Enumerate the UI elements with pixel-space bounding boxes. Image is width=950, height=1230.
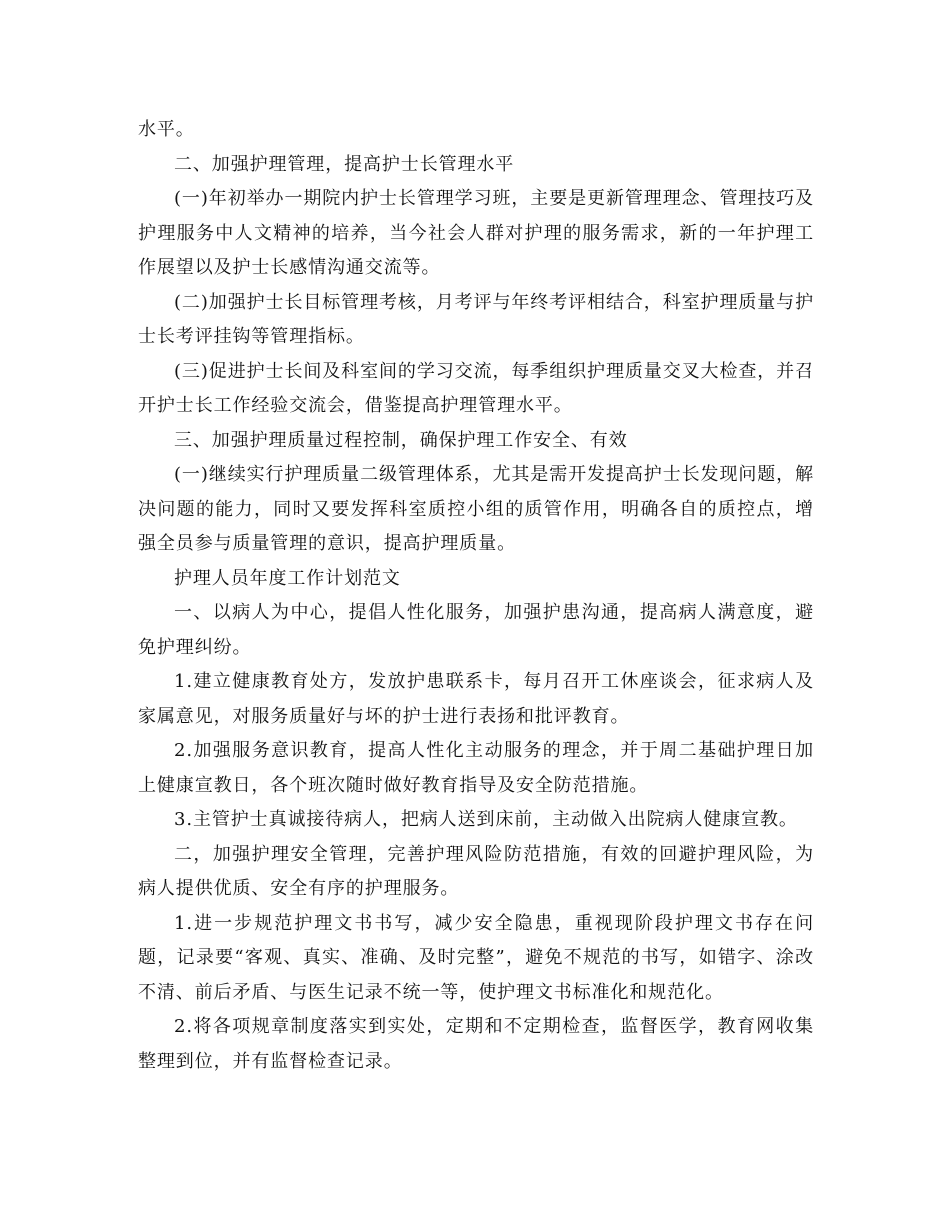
plan-item-1-3: 3.主管护士真诚接待病人，把病人送到床前，主动做入出院病人健康宣教。 (174, 809, 798, 830)
plan-item-1-2: 2.加强服务意识教育，提高人性化主动服务的理念，并于周二基础护理日加上健康宣教日，各个班次随时做好教育指导及安全防范措施。 (138, 740, 814, 796)
paragraph-2-1: (一)年初举办一期院内护士长管理学习班，主要是更新管理理念、管理技巧及护理服务中人文精神的培养，当今社会人群对护理的服务需求，新的一年护理工作展望以及护士长感情沟通交流等。 (138, 188, 814, 278)
paragraph-continuation: 水平。 (138, 119, 195, 140)
document-body (138, 113, 814, 1079)
document-subtitle: 护理人员年度工作计划范文 (174, 567, 401, 589)
section-heading-3: 三、加强护理质量过程控制，确保护理工作安全、有效 (174, 429, 628, 451)
plan-heading-2: 二，加强护理安全管理，完善护理风险防范措施，有效的回避护理风险，为病人提供优质、安全有序的护理服务。 (138, 843, 814, 899)
section-heading-2: 二、加强护理管理，提高护士长管理水平 (174, 153, 515, 175)
plan-item-2-2: 2.将各项规章制度落实到实处，定期和不定期检查，监督医学，教育网收集整理到位，并有监督检查记录。 (138, 1016, 814, 1072)
paragraph-2-2: (二)加强护士长目标管理考核，月考评与年终考评相结合，科室护理质量与护士长考评挂钩等管理指标。 (138, 291, 814, 347)
plan-heading-1: 一、以病人为中心，提倡人性化服务，加强护患沟通，提高病人满意度，避免护理纠纷。 (138, 602, 814, 658)
plan-item-1-1: 1.建立健康教育处方，发放护患联系卡，每月召开工休座谈会，征求病人及家属意见，对服务质量好与坏的护士进行表扬和批评教育。 (138, 671, 814, 727)
plan-item-2-1: 1.进一步规范护理文书书写，减少安全隐患，重视现阶段护理文书存在问题，记录要“客观、真实、准确、及时完整”，避免不规范的书写，如错字、涂改不清、前后矛盾、与医生记录不统一等，使护理文书标准化和规范化。 (138, 912, 814, 1003)
paragraph-3-1: (一)继续实行护理质量二级管理体系，尤其是需开发提高护士长发现问题，解决问题的能力，同时又要发挥科室质控小组的质管作用，明确各自的质控点，增强全员参与质量管理的意识，提高护理质量。 (138, 464, 814, 554)
paragraph-2-3: (三)促进护士长间及科室间的学习交流，每季组织护理质量交叉大检查，并召开护士长工作经验交流会，借鉴提高护理管理水平。 (138, 360, 814, 416)
